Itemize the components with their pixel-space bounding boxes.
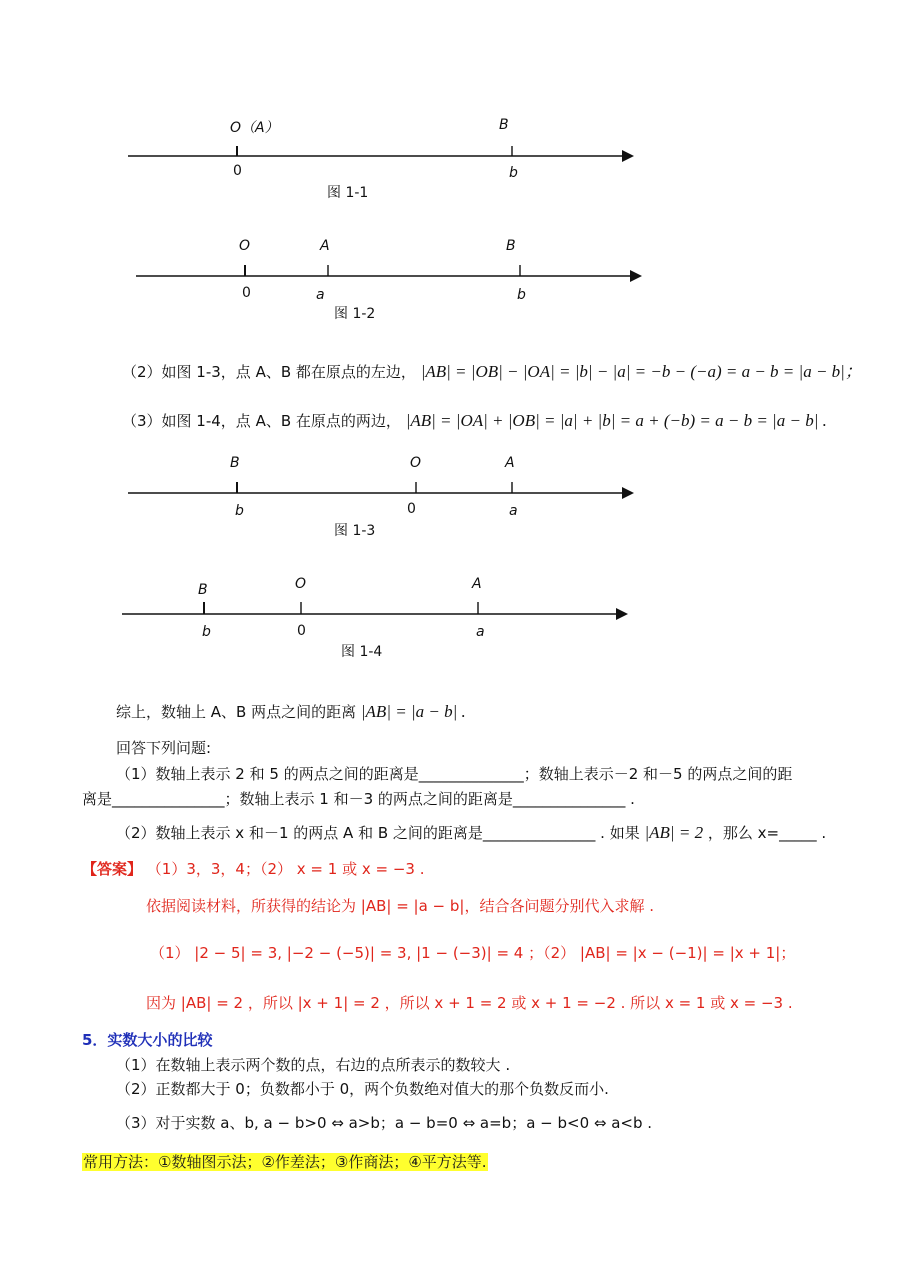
tick-value-b: b bbox=[202, 624, 211, 640]
summary-text: 综上，数轴上 A、B 两点之间的距离 bbox=[116, 703, 357, 721]
tick-value-0: 0 bbox=[407, 501, 416, 517]
point-label-o: O bbox=[410, 455, 422, 471]
tick-value-0: 0 bbox=[233, 163, 242, 179]
section-5-item-3: （3）对于实数 a、b, a − b>0 ⇔ a>b；a − b=0 ⇔ a=b；a − b<0 ⇔ a<b . bbox=[116, 1114, 653, 1132]
question-1-line-1: （1）数轴上表示 2 和 5 的两点之间的距离是______________；数轴上表示－2 和－5 的两点之间的距 bbox=[116, 765, 793, 783]
section-5-title: 5．实数大小的比较 bbox=[82, 1031, 213, 1049]
answer-explanation-2: （1） |2 − 5| = 3, |−2 − (−5)| = 3, |1 − (−3)| = 4 ；（2） |AB| = |x − (−1)| = |x + 1|； bbox=[150, 944, 796, 962]
figure-caption: 图 1-2 bbox=[334, 306, 376, 322]
question-1-line-2: 离是_______________；数轴上表示 1 和－3 的两点之间的距离是_______________ . bbox=[82, 790, 635, 808]
figure-caption: 图 1-1 bbox=[327, 185, 369, 201]
tick-value-a: a bbox=[316, 287, 325, 303]
point-label-a: A bbox=[505, 455, 515, 471]
tick-value-b: b bbox=[517, 287, 526, 303]
tick-value-a: a bbox=[476, 624, 485, 640]
point-label-b: B bbox=[499, 117, 509, 133]
figure-caption: 图 1-3 bbox=[334, 523, 376, 539]
tick-value-0: 0 bbox=[297, 623, 306, 639]
case-3-text: （3）如图 1-4，点 A、B 在原点的两边， bbox=[122, 412, 401, 430]
tick-value-b: b bbox=[509, 165, 518, 181]
question-2-formula: |AB| = 2 bbox=[644, 823, 704, 842]
summary-line bbox=[116, 702, 466, 722]
answer-main: （1）3，3，4；（2） x = 1 或 x = −3 . bbox=[146, 860, 425, 878]
common-methods-highlight: 常用方法：①数轴图示法；②作差法；③作商法；④平方法等. bbox=[83, 1153, 487, 1171]
tick-value-0: 0 bbox=[242, 285, 251, 301]
question-2-tail: ，那么 x=_____ . bbox=[707, 824, 827, 842]
case-2-text: （2）如图 1-3，点 A、B 都在原点的左边， bbox=[122, 363, 416, 381]
answer-explanation-3: 因为 |AB| = 2 ，所以 |x + 1| = 2 ，所以 x + 1 = 2 或 x + 1 = −2 . 所以 x = 1 或 x = −3 . bbox=[146, 994, 793, 1012]
point-label-b: B bbox=[198, 582, 208, 598]
answer-explanation-1: 依据阅读材料，所获得的结论为 |AB| = |a − b|，结合各问题分别代入求解 . bbox=[146, 897, 654, 915]
question-2-line bbox=[116, 823, 826, 843]
question-intro: 回答下列问题: bbox=[116, 739, 212, 757]
tick-value-a: a bbox=[509, 503, 518, 519]
common-methods bbox=[82, 1152, 488, 1172]
question-2-text: （2）数轴上表示 x 和－1 的两点 A 和 B 之间的距离是_______________ . 如果 bbox=[116, 824, 640, 842]
answer-tag: 【答案】 bbox=[82, 860, 143, 878]
point-label-o-a: O（A） bbox=[230, 120, 279, 136]
point-label-o: O bbox=[239, 238, 251, 254]
case-2-formula: |AB| = |OB| − |OA| = |b| − |a| = −b − (−a) = a − b = |a − b|； bbox=[420, 362, 862, 381]
figure-caption: 图 1-4 bbox=[341, 644, 383, 660]
answer-line bbox=[82, 859, 424, 879]
point-label-a: A bbox=[472, 576, 482, 592]
point-label-o: O bbox=[295, 576, 307, 592]
summary-formula: |AB| = |a − b| . bbox=[360, 702, 466, 721]
section-5-item-1: （1）在数轴上表示两个数的点，右边的点所表示的数较大 . bbox=[116, 1056, 511, 1074]
tick-value-b: b bbox=[235, 503, 244, 519]
point-label-b: B bbox=[230, 455, 240, 471]
point-label-b: B bbox=[506, 238, 516, 254]
point-label-a: A bbox=[320, 238, 330, 254]
case-3-formula: |AB| = |OA| + |OB| = |a| + |b| = a + (−b) = a − b = |a − b| . bbox=[405, 411, 827, 430]
section-5-item-2: （2）正数都大于 0；负数都小于 0，两个负数绝对值大的那个负数反而小. bbox=[116, 1080, 609, 1098]
